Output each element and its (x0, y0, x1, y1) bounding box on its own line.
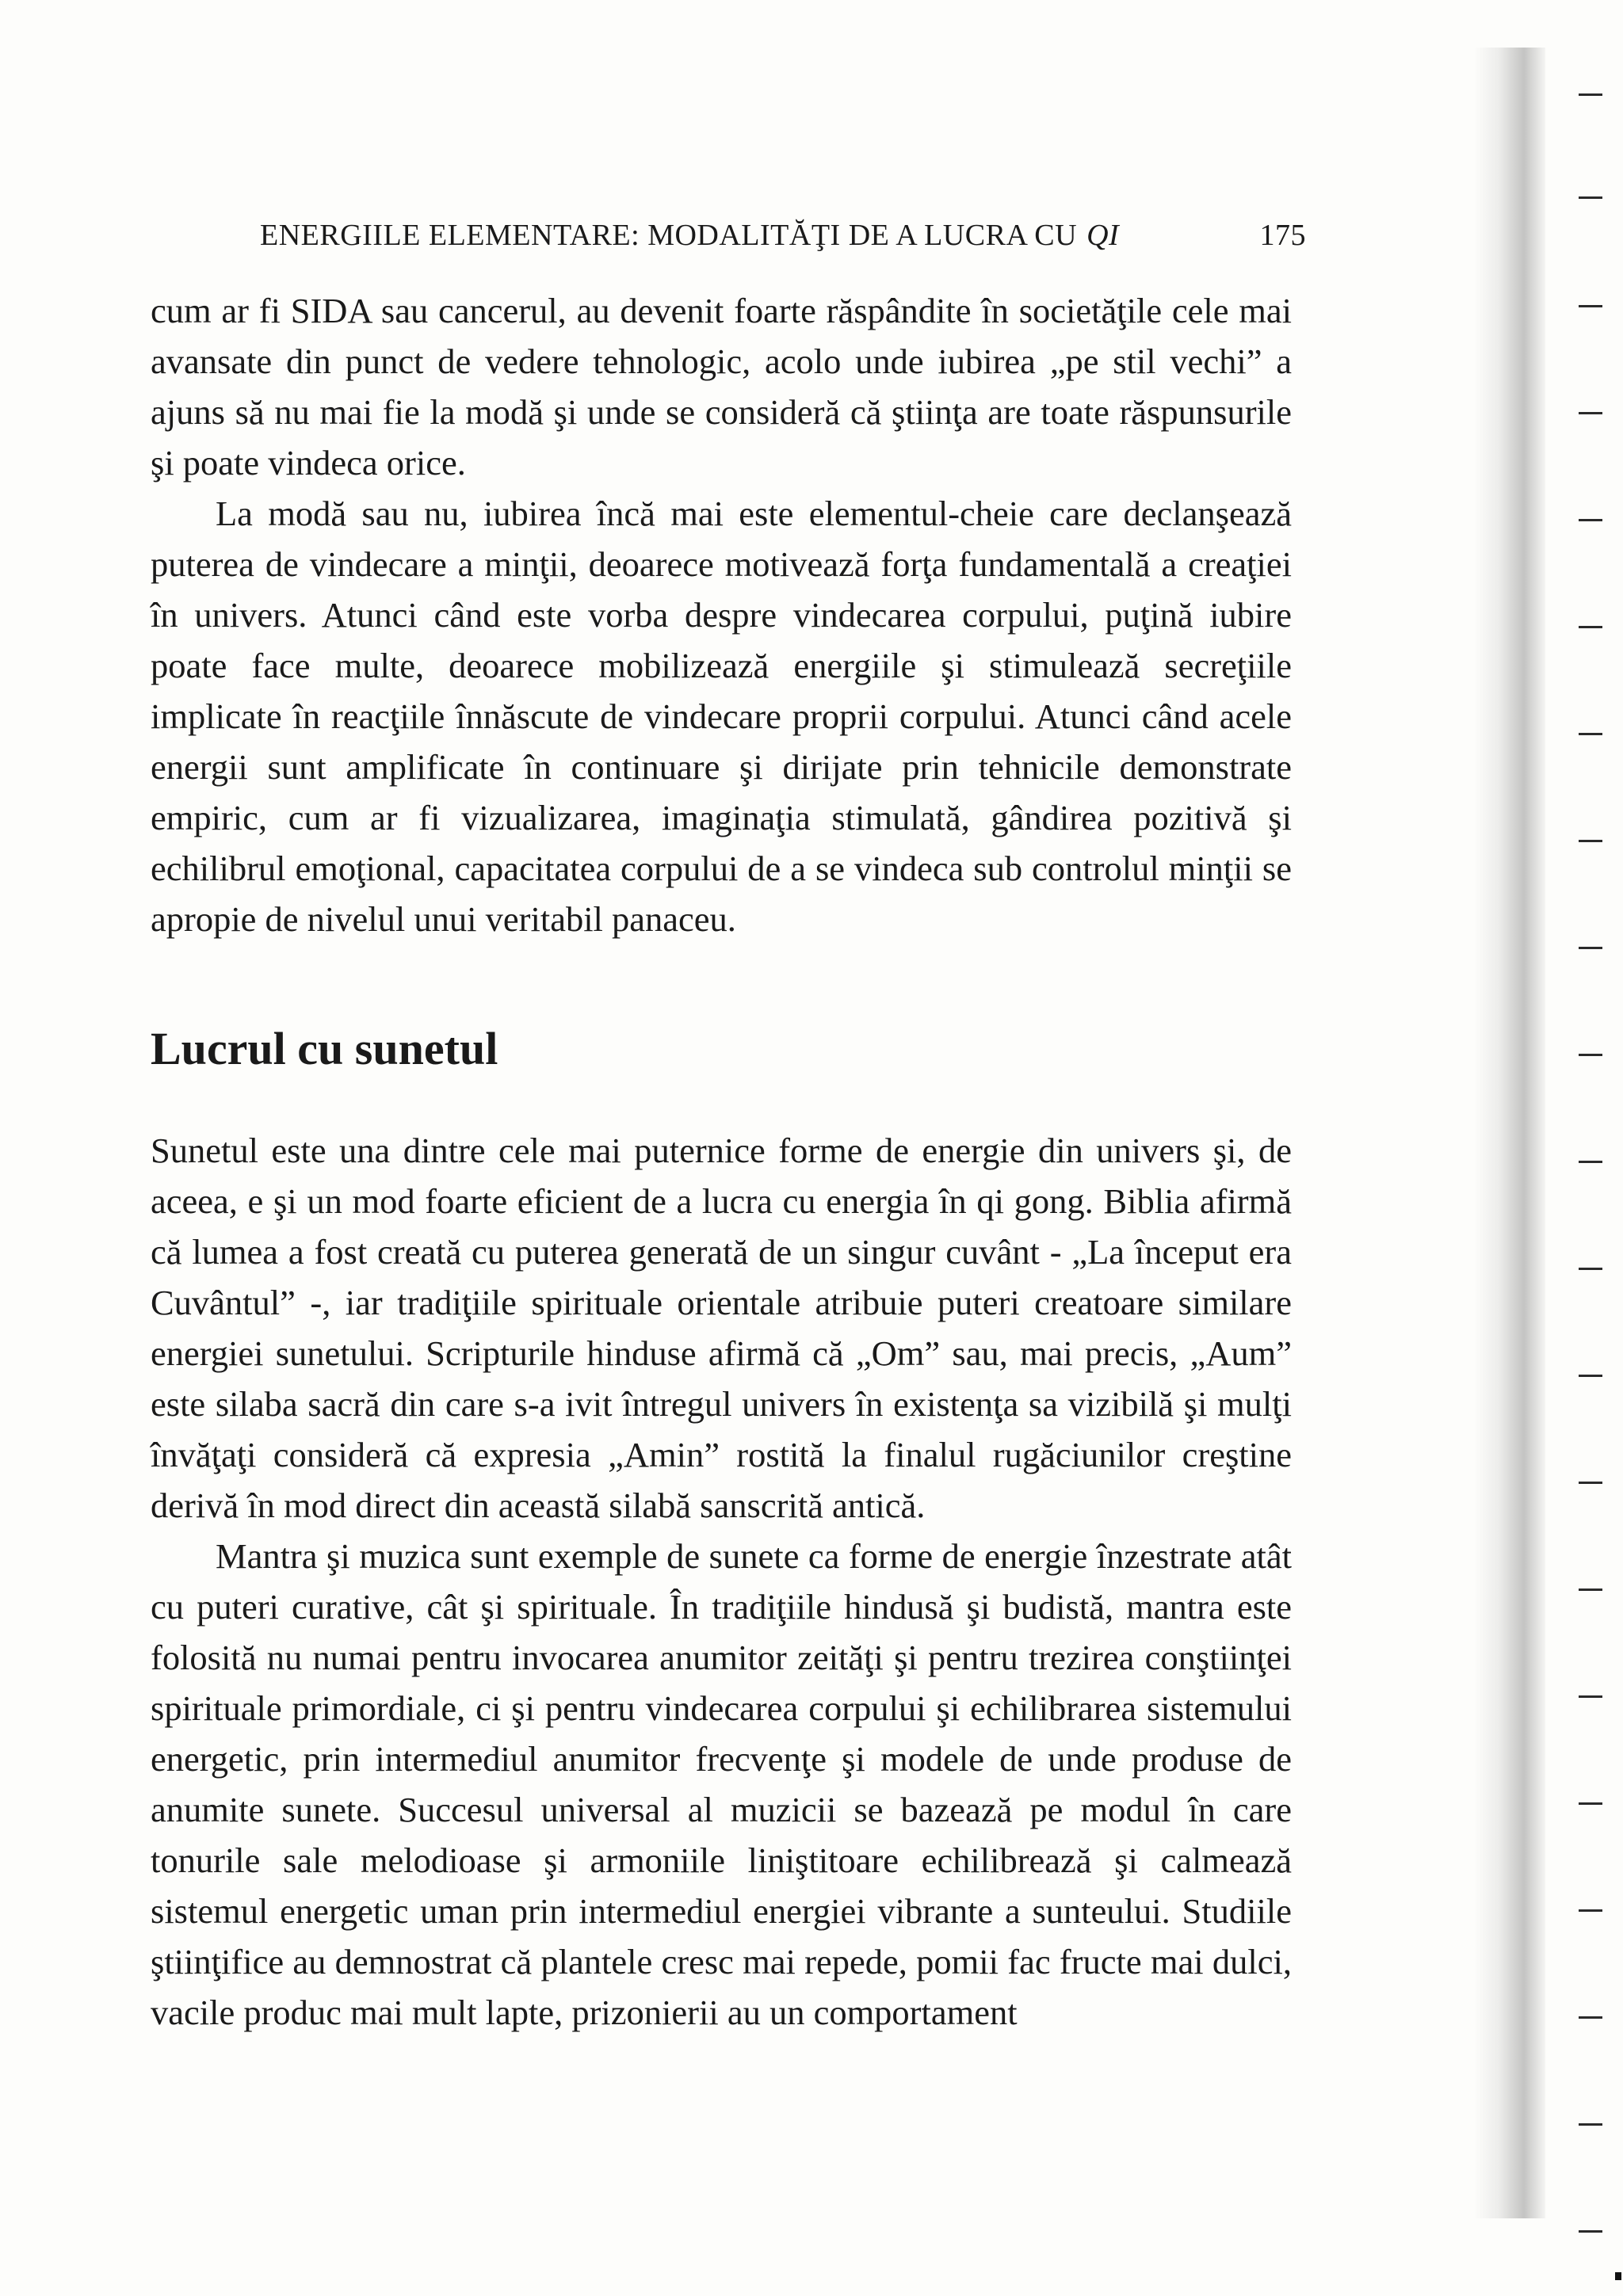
scan-edge-mark (1579, 1482, 1602, 1484)
scan-edge-mark (1579, 1802, 1602, 1805)
scan-edge-mark (1579, 1909, 1602, 1912)
scan-edge-mark (1579, 93, 1602, 96)
scan-edge-mark (1579, 2230, 1602, 2233)
paragraph: Mantra şi muzica sunt exemple de sunete ca forme de energie înzestrate atât cu puteri curative, cât şi spirituale. În tradiţiile hindusă şi budistă, mantra este folosită nu numai pentru invocarea anumitor zeităţi şi pentru trezirea conştiinţei spirituale primordiale, ci şi pentru vindecarea corpului şi echilibrarea sistemului energetic, prin intermediul anumitor frecvenţe şi modele de unde produse de anumite sunete. Succesul universal al muzicii se bazează pe modul în care tonurile sale melodioase şi armoniile liniştitoare echilibrează şi calmează sistemul energetic uman prin intermediul energiei vibrante a sunteului. Studiile ştiinţifice au demnostrat că plantele cresc mai repede, pomii fac fructe mai dulci, vacile produc mai mult lapte, prizonierii au un comportament (151, 1536, 1292, 2032)
paragraph: Sunetul este una dintre cele mai puternice forme de energie din univers şi, de aceea, e şi un mod foarte eficient de a lucra cu energia în qi gong. Biblia afirmă că lumea a fost creată cu puterea generată de un singur cuvânt - „La început era Cuvântul” -, iar tradiţiile spirituale orientale atribuie puteri creatoare similare energiei sunetului. Scripturile hinduse afirmă că „Om” sau, mai precis, „Aum” este silaba sacră din care s-a ivit întregul univers în existenţa sa vizibilă şi mulţi învăţaţi consideră că expresia „Amin” rostită la finalul rugăciunilor creştine derivă în mod direct din această silabă sanscrită antică. (151, 1131, 1292, 1525)
scan-edge-mark (1579, 196, 1602, 199)
scan-edge-mark (1579, 1268, 1602, 1270)
scan-edge-mark (1579, 1695, 1602, 1698)
scan-edge-mark (1579, 2016, 1602, 2019)
scan-edge-mark (1579, 947, 1602, 949)
running-head (260, 218, 1306, 253)
scan-edge-mark (1579, 1161, 1602, 1163)
scan-edge-mark (1579, 412, 1602, 414)
scan-edge-mark (1579, 1375, 1602, 1377)
scan-edge-mark (1579, 733, 1602, 735)
bottom-text-block (151, 1125, 1292, 2038)
scan-edge-mark (1579, 519, 1602, 521)
page-number: 175 (1259, 219, 1306, 252)
scan-edge-mark (1579, 2123, 1602, 2126)
scan-edge-mark (1579, 626, 1602, 628)
scan-corner-mark (1615, 2272, 1621, 2280)
section-heading: Lucrul cu sunetul (151, 1023, 498, 1074)
scan-edge-mark (1579, 840, 1602, 842)
top-text-block (151, 285, 1292, 944)
running-head-title: ENERGIILE ELEMENTARE: MODALITĂŢI DE A LUCRA CU (260, 219, 1078, 252)
scan-edge-mark (1579, 305, 1602, 307)
paragraph: La modă sau nu, iubirea încă mai este elementul-cheie care declanşează puterea de vindecare a minţii, deoarece motivează forţa fundamentală a creaţiei în univers. Atunci când este vorba despre vindecarea corpului, puţină iubire poate face multe, deoarece mobilizează energiile şi stimulează secreţiile implicate în reacţiile înnăscute de vindecare proprii corpului. Atunci când acele energii sunt amplificate în continuare şi dirijate prin tehnicile demonstrate empiric, cum ar fi vizualizarea, imaginaţia stimulată, gândirea pozitivă şi echilibrul emoţional, capacitatea corpului de a se vindeca sub controlul minţii se apropie de nivelul unui veritabil panaceu. (151, 494, 1292, 939)
paragraph: cum ar fi SIDA sau cancerul, au devenit foarte răspândite în societăţile cele mai avansate din punct de vedere tehnologic, acolo unde iubirea „pe stil vechi” a ajuns să nu mai fie la modă şi unde se consideră că ştiinţa are toate răspunsurile şi poate vindeca orice. (151, 291, 1292, 482)
spine-shadow (1474, 48, 1545, 2218)
scan-edge-mark (1579, 1054, 1602, 1056)
running-head-title-italic: QI (1086, 219, 1120, 252)
scan-edge-mark (1579, 1589, 1602, 1591)
